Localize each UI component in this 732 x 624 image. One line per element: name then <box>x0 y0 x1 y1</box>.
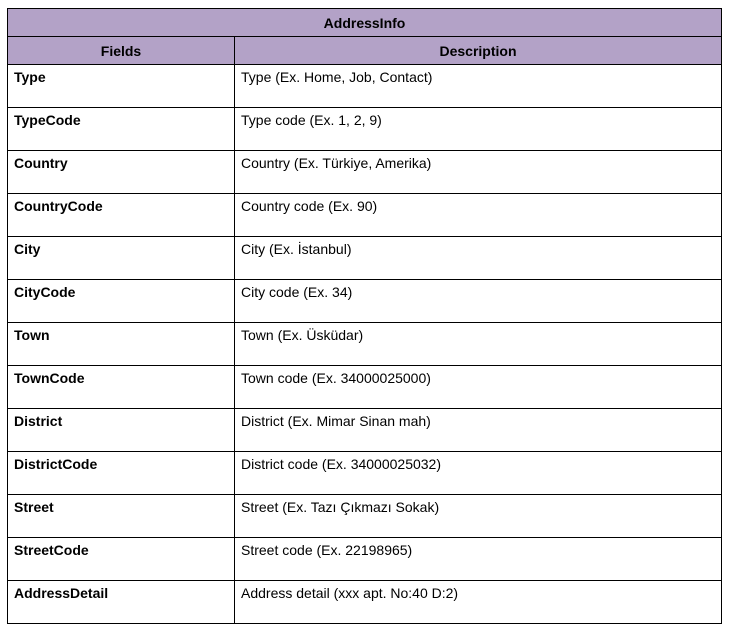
field-name-cell: CountryCode <box>8 194 235 237</box>
table-row <box>8 366 722 409</box>
field-name-cell: StreetCode <box>8 538 235 581</box>
table-row <box>8 108 722 151</box>
description-cell: District (Ex. Mimar Sinan mah) <box>235 409 722 452</box>
table-row <box>8 280 722 323</box>
field-name-cell: DistrictCode <box>8 452 235 495</box>
description-cell: Type code (Ex. 1, 2, 9) <box>235 108 722 151</box>
field-name-cell: TypeCode <box>8 108 235 151</box>
table-title-row <box>8 9 722 37</box>
description-cell: City (Ex. İstanbul) <box>235 237 722 280</box>
column-header-fields: Fields <box>8 37 235 65</box>
table-header-row <box>8 37 722 65</box>
table-row <box>8 65 722 108</box>
description-cell: District code (Ex. 34000025032) <box>235 452 722 495</box>
field-name-cell: TownCode <box>8 366 235 409</box>
field-name-cell: City <box>8 237 235 280</box>
field-name-cell: AddressDetail <box>8 581 235 624</box>
table-title: AddressInfo <box>8 9 722 37</box>
field-name-cell: Town <box>8 323 235 366</box>
description-cell: Address detail (xxx apt. No:40 D:2) <box>235 581 722 624</box>
description-cell: Type (Ex. Home, Job, Contact) <box>235 65 722 108</box>
table-row <box>8 237 722 280</box>
field-name-cell: Country <box>8 151 235 194</box>
table-row <box>8 538 722 581</box>
table-row <box>8 323 722 366</box>
table-row <box>8 409 722 452</box>
field-name-cell: CityCode <box>8 280 235 323</box>
table-row <box>8 581 722 624</box>
description-cell: Country code (Ex. 90) <box>235 194 722 237</box>
field-name-cell: Street <box>8 495 235 538</box>
description-cell: City code (Ex. 34) <box>235 280 722 323</box>
description-cell: Street code (Ex. 22198965) <box>235 538 722 581</box>
table-body <box>8 65 722 624</box>
description-cell: Town code (Ex. 34000025000) <box>235 366 722 409</box>
address-info-table <box>7 8 722 624</box>
table-row <box>8 194 722 237</box>
table-row <box>8 151 722 194</box>
table-row <box>8 495 722 538</box>
field-name-cell: District <box>8 409 235 452</box>
description-cell: Street (Ex. Tazı Çıkmazı Sokak) <box>235 495 722 538</box>
table-row <box>8 452 722 495</box>
field-name-cell: Type <box>8 65 235 108</box>
column-header-description: Description <box>235 37 722 65</box>
description-cell: Country (Ex. Türkiye, Amerika) <box>235 151 722 194</box>
description-cell: Town (Ex. Üsküdar) <box>235 323 722 366</box>
